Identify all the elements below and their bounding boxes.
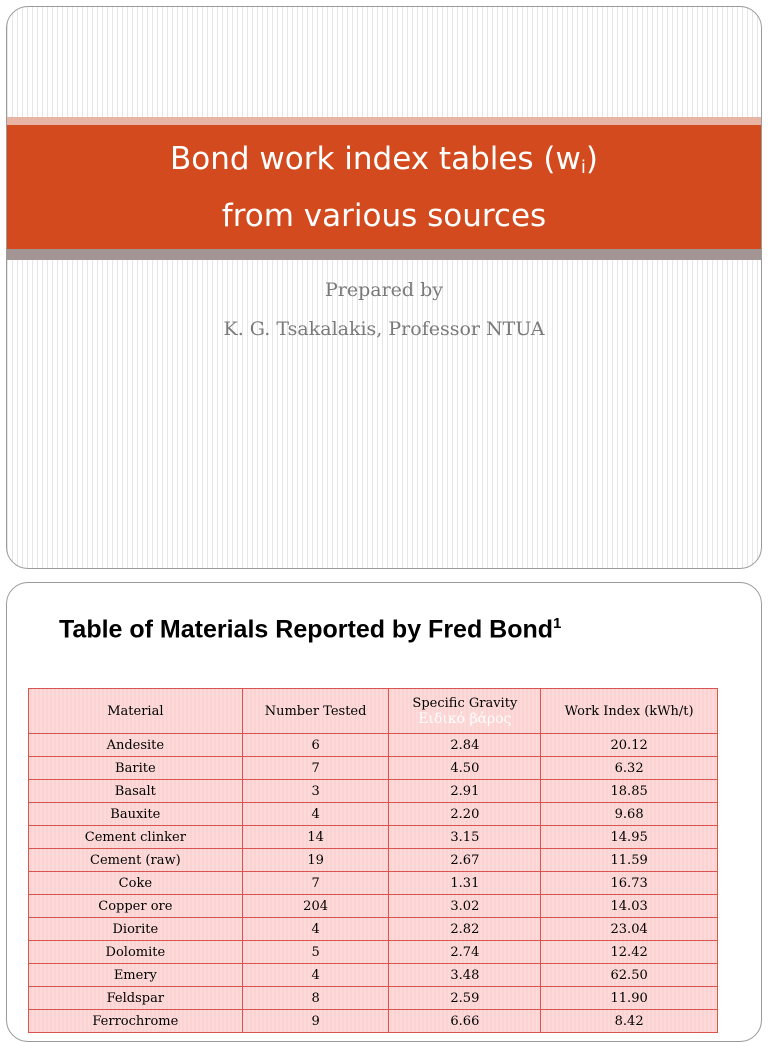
cell-specific-gravity: 6.66 [389, 1010, 541, 1033]
cell-specific-gravity: 2.82 [389, 918, 541, 941]
title-text: Bond work index tables (w [169, 140, 581, 177]
cell-specific-gravity: 2.20 [389, 803, 541, 826]
cell-number-tested: 3 [242, 780, 389, 803]
cell-number-tested: 8 [242, 987, 389, 1010]
title-band-bottom [7, 249, 761, 260]
table-row [29, 849, 718, 872]
table-title-footnote: 1 [553, 615, 562, 632]
title-close-paren: ) [585, 140, 599, 177]
cell-work-index: 11.90 [541, 987, 718, 1010]
prepared-by-label: Prepared by [324, 279, 444, 301]
cell-material: Coke [29, 872, 243, 895]
table-row [29, 757, 718, 780]
cell-number-tested: 204 [242, 895, 389, 918]
table-row [29, 1010, 718, 1033]
cell-specific-gravity: 4.50 [389, 757, 541, 780]
header-number-tested: Number Tested [242, 689, 389, 734]
cell-specific-gravity: 2.74 [389, 941, 541, 964]
cell-number-tested: 4 [242, 964, 389, 987]
cell-work-index: 16.73 [541, 872, 718, 895]
cell-work-index: 23.04 [541, 918, 718, 941]
cell-work-index: 14.95 [541, 826, 718, 849]
table-row [29, 895, 718, 918]
cell-specific-gravity: 2.59 [389, 987, 541, 1010]
cell-work-index: 6.32 [541, 757, 718, 780]
cell-specific-gravity: 1.31 [389, 872, 541, 895]
cell-material: Diorite [29, 918, 243, 941]
header-specific-gravity [389, 689, 541, 734]
cell-material: Ferrochrome [29, 1010, 243, 1033]
table-body [29, 734, 718, 1033]
slide-title-line2: from various sources [221, 197, 547, 234]
table-header-row [29, 689, 718, 734]
cell-material: Cement (raw) [29, 849, 243, 872]
cell-material: Copper ore [29, 895, 243, 918]
cell-work-index: 18.85 [541, 780, 718, 803]
header-specific-gravity-label: Specific Gravity [412, 695, 518, 711]
cell-specific-gravity: 3.48 [389, 964, 541, 987]
table-row [29, 872, 718, 895]
header-specific-gravity-greek: Ειδικό βάρος [418, 710, 512, 727]
table-row [29, 918, 718, 941]
table-row [29, 964, 718, 987]
table-slide-title [59, 615, 561, 644]
cell-specific-gravity: 3.15 [389, 826, 541, 849]
header-material: Material [29, 689, 243, 734]
cell-specific-gravity: 2.84 [389, 734, 541, 757]
table-row [29, 780, 718, 803]
cell-number-tested: 4 [242, 803, 389, 826]
cell-work-index: 14.03 [541, 895, 718, 918]
cell-material: Emery [29, 964, 243, 987]
title-slide [6, 6, 762, 569]
author-line: K. G. Tsakalakis, Professor NTUA [223, 318, 545, 340]
cell-specific-gravity: 3.02 [389, 895, 541, 918]
cell-material: Dolomite [29, 941, 243, 964]
title-band-top [7, 117, 761, 125]
cell-work-index: 9.68 [541, 803, 718, 826]
table-row [29, 803, 718, 826]
cell-number-tested: 9 [242, 1010, 389, 1033]
table-row [29, 734, 718, 757]
cell-specific-gravity: 2.91 [389, 780, 541, 803]
cell-number-tested: 7 [242, 872, 389, 895]
cell-material: Cement clinker [29, 826, 243, 849]
cell-work-index: 20.12 [541, 734, 718, 757]
cell-material: Andesite [29, 734, 243, 757]
cell-number-tested: 4 [242, 918, 389, 941]
cell-work-index: 62.50 [541, 964, 718, 987]
cell-specific-gravity: 2.67 [389, 849, 541, 872]
cell-number-tested: 14 [242, 826, 389, 849]
cell-material: Barite [29, 757, 243, 780]
cell-number-tested: 7 [242, 757, 389, 780]
slide-title-line1 [170, 135, 598, 192]
cell-material: Bauxite [29, 803, 243, 826]
table-row [29, 941, 718, 964]
table-slide [6, 582, 762, 1042]
cell-number-tested: 5 [242, 941, 389, 964]
table-row [29, 826, 718, 849]
cell-material: Basalt [29, 780, 243, 803]
table-title-text: Table of Materials Reported by Fred Bond [59, 615, 554, 644]
cell-work-index: 8.42 [541, 1010, 718, 1033]
cell-material: Feldspar [29, 987, 243, 1010]
cell-work-index: 12.42 [541, 941, 718, 964]
title-subscript: i [580, 156, 586, 178]
table-row [29, 987, 718, 1010]
cell-work-index: 11.59 [541, 849, 718, 872]
work-index-table [28, 688, 718, 1033]
cell-number-tested: 19 [242, 849, 389, 872]
title-band [7, 125, 761, 249]
cell-number-tested: 6 [242, 734, 389, 757]
header-work-index: Work Index (kWh/t) [541, 689, 718, 734]
